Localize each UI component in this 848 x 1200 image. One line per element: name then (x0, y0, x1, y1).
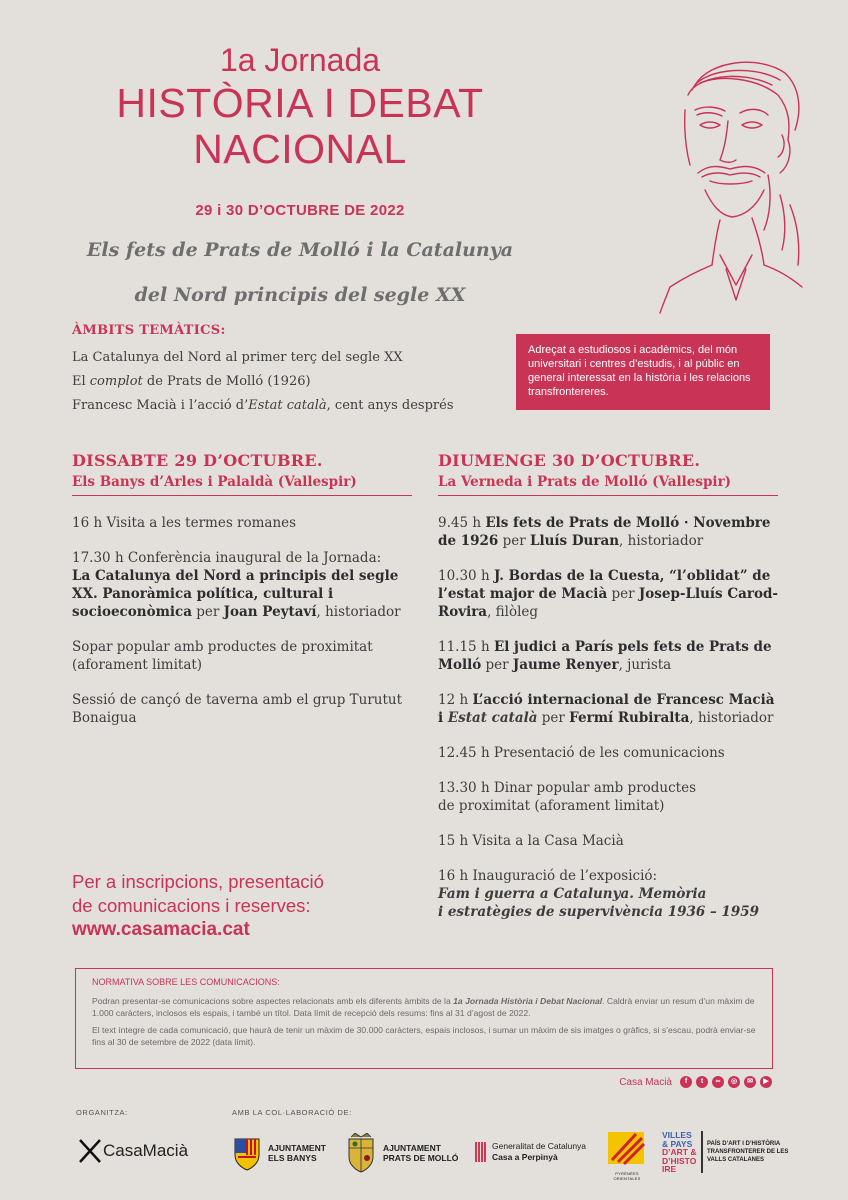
youtube-icon[interactable]: ▶ (760, 1076, 772, 1088)
day2-program (438, 450, 778, 938)
event-title-line2: NACIONAL (193, 126, 407, 172)
social-label: Casa Macià (619, 1076, 672, 1088)
thematic-area-item: La Catalunya del Nord al primer terç del segle XX (72, 350, 403, 365)
day2-place: La Verneda i Prats de Molló (Vallespir) (438, 472, 778, 496)
registration-info (72, 870, 412, 942)
thematic-area-item: El complot de Prats de Molló (1926) (72, 374, 311, 389)
program-event: 11.15 h El judici a París pels fets de Prats de Molló per Jaume Renyer, jurista (438, 639, 772, 673)
els-banys-line2: ELS BANYS (268, 1153, 317, 1163)
day2-title: DIUMENGE 30 D’OCTUBRE. (438, 451, 701, 470)
thematic-area-item: Francesc Macià i l’acció d’Estat català, cent anys després (72, 398, 454, 413)
pais-line3: VALLS CATALANES (707, 1157, 764, 1163)
generalitat-logo (475, 1140, 586, 1164)
jornada-label: 1a Jornada (219, 42, 381, 78)
registration-line1: Per a inscripcions, presentació (72, 871, 324, 892)
villes-line5: IRE (662, 1164, 677, 1174)
program-event: 16 h Inauguració de l’exposició: Fam i guerra a Catalunya. Memòria i estratègies de supervivència 1936 – 1959 (438, 868, 759, 920)
target-audience-box: Adreçat a estudiosos i acadèmics, del món universitari i centres d’estudis, i al públic en general interessat en la història i les relacions transfrontereres. (516, 334, 770, 410)
subtitle-line2: del Nord principis del segle XX (134, 284, 466, 306)
program-event: 13.30 h Dinar popular amb productes de proximitat (aforament limitat) (438, 780, 697, 814)
els-banys-line1: AJUNTAMENT (268, 1143, 326, 1153)
program-event: Sessió de cançó de taverna amb el grup Turutut Bonaigua (72, 692, 403, 726)
prats-de-mollo-crest-icon (345, 1133, 377, 1173)
logo-divider (701, 1131, 703, 1173)
instagram-icon[interactable]: ◎ (728, 1076, 740, 1088)
villes-line4: D’HISTO (662, 1155, 697, 1166)
pyrenees-orientales-label: PYRÉNÉES ORIENTALES (613, 1171, 641, 1181)
program-event: 12.45 h Presentació de les comunicacions (438, 745, 725, 761)
social-links (619, 1076, 772, 1088)
header (0, 40, 600, 309)
casamacia-logo-text: CasaMacià (103, 1141, 189, 1160)
pais-art-historia-text (707, 1140, 788, 1164)
registration-line2: de comunicacions i reserves: (72, 895, 311, 916)
day1-program (72, 450, 412, 744)
program-event: 12 h L’acció internacional de Francesc Macià i Estat català per Fermí Rubiralta, historiador (438, 692, 775, 726)
facebook-icon[interactable]: f (680, 1076, 692, 1088)
generalitat-line2: Casa a Perpinyà (492, 1152, 558, 1162)
villes-line1: VILLES (662, 1130, 692, 1140)
pyrenees-orientales-logo (606, 1130, 648, 1181)
generalitat-flag-icon (475, 1140, 487, 1164)
prats-de-mollo-line1: AJUNTAMENT (383, 1143, 441, 1153)
event-dates: 29 i 30 D’OCTUBRE DE 2022 (195, 202, 405, 219)
villes-pays-art-logo (662, 1131, 700, 1174)
subtitle-line1: Els fets de Prats de Molló i la Catalunya (86, 239, 514, 261)
program-event: 9.45 h Els fets de Prats de Molló · Novembre de 1926 per Lluís Duran, historiador (438, 515, 771, 549)
twitter-icon[interactable]: t (696, 1076, 708, 1088)
program-event: Sopar popular amb productes de proximitat (aforament limitat) (72, 639, 373, 673)
day1-place: Els Banys d’Arles i Palaldà (Vallespir) (72, 472, 412, 496)
pais-line1: PAÍS D’ART I D’HISTÒRIA (707, 1141, 781, 1147)
thematic-areas (72, 323, 492, 418)
prats-de-mollo-logo (345, 1133, 458, 1173)
casamacia-x-icon (78, 1138, 102, 1164)
casamacia-logo (78, 1138, 188, 1164)
pais-line2: TRANSFRONTERER DE LES (707, 1149, 789, 1155)
submission-rules-box (75, 968, 773, 1069)
program-event: 15 h Visita a la Casa Macià (438, 833, 624, 849)
submission-rules-paragraph: Podran presentar-se comunicacions sobre aspectes relacionats amb els diferents àmbits de la 1a Jornada Història i Debat Nacional. Caldrà enviar un resum d’un màxim de 1.000 caràcters, inclosos els espais, i també un títol. Data límit de recepció dels resums: fins al 31 d’agost de 2022. (92, 996, 755, 1018)
pyrenees-orientales-flag-icon (606, 1130, 646, 1166)
organizer-label: ORGANITZA: (76, 1108, 128, 1117)
day1-title: DISSABTE 29 D’OCTUBRE. (72, 451, 323, 470)
program-event: 10.30 h J. Bordas de la Cuesta, “l’oblidat” de l’estat major de Macià per Josep-Lluís Carod-Rovira, filòleg (438, 568, 778, 620)
els-banys-shield-icon (232, 1135, 262, 1171)
submission-rules-paragraph: El text íntegre de cada comunicació, que haurà de tenir un màxim de 30.000 caràcters, espais inclosos, i sumar un màxim de sis imatges o gràfics, si s’escau, podrà enviar-se fins al 30 de setembre de 2022 (data límit). (92, 1025, 756, 1047)
portrait-illustration (640, 55, 805, 315)
villes-line2: & PAYS (662, 1138, 693, 1149)
els-banys-logo (232, 1135, 326, 1171)
program-event: 17.30 h Conferència inaugural de la Jornada: La Catalunya del Nord a principis del segle XX. Panoràmica política, cultural i socioeconòmica per Joan Peytaví, historiador (72, 550, 401, 620)
program-event: 16 h Visita a les termes romanes (72, 515, 297, 531)
email-icon[interactable]: ✉ (744, 1076, 756, 1088)
generalitat-line1: Generalitat de Catalunya (492, 1141, 587, 1151)
website-link[interactable]: www.casamacia.cat (72, 919, 250, 940)
collaboration-label: AMB LA COL·LABORACIÓ DE: (232, 1108, 352, 1117)
link-icon[interactable]: ∞ (712, 1076, 724, 1088)
prats-de-mollo-line2: PRATS DE MOLLÓ (383, 1153, 459, 1163)
event-title-line1: HISTÒRIA I DEBAT (116, 80, 484, 126)
villes-line3: D’ART & (662, 1147, 697, 1157)
submission-rules-title: NORMATIVA SOBRE LES COMUNICACIONS: (92, 977, 280, 987)
thematic-areas-title: ÀMBITS TEMÀTICS: (72, 323, 226, 338)
